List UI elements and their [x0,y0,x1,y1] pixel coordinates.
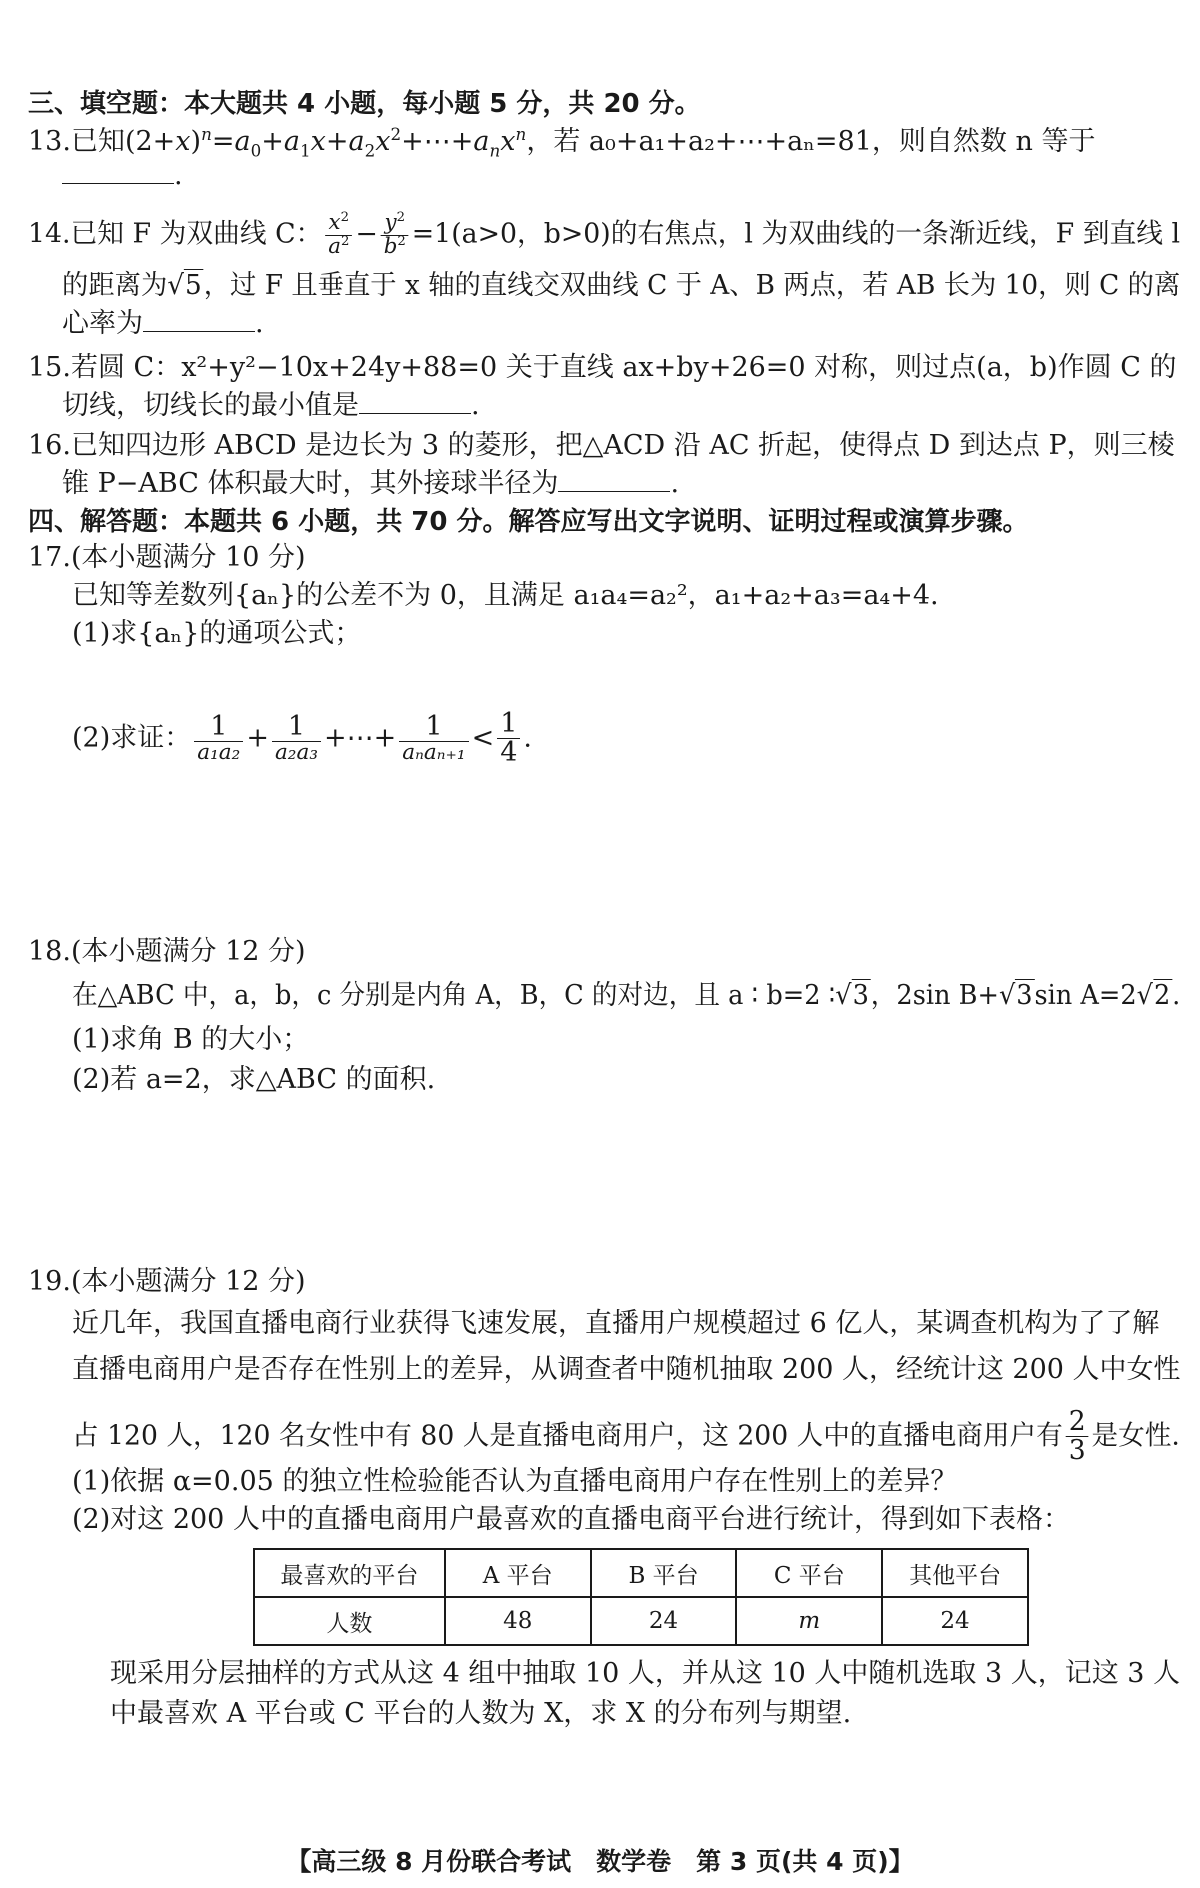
table-header-row [254,1549,1028,1597]
question-19-points: (本小题满分 12 分) [70,1266,306,1297]
question-15-blank[interactable] [359,391,471,414]
page-footer: 【高三级 8 月份联合考试 数学卷 第 3 页(共 4 页)】 [286,1847,914,1876]
sqrt-5: 5 [185,270,202,301]
table-cell: 24 [591,1597,737,1645]
question-14-line-2: 的距离为√5，过 F 且垂直于 x 轴的直线交双曲线 C 于 A、B 两点，若 AB 长为 10，则 C 的离 [62,270,1181,301]
question-19-part-1: (1)依据 α=0.05 的独立性检验能否认为直播电商用户存在性别上的差异？ [72,1466,958,1497]
question-19-line-3: 占 120 人，120 名女性中有 80 人是直播电商用户，这 200 人中的直播电商用户有 $\frac{2}{3}$ 是女性. [72,1406,1180,1467]
question-14-text-b: =1(a>0，b>0)的右焦点，l 为双曲线的一条渐近线，F 到直线 l [411,218,1181,250]
question-16-line-2: 锥 P−ABC 体积最大时，其外接球半径为 . [62,468,680,499]
table-header-cell: A 平台 [445,1549,591,1597]
question-15-line-2: 切线，切线长的最小值是 . [62,390,480,421]
question-14-text-e: 心率为 [62,308,143,339]
question-14-blank[interactable] [143,309,255,332]
table-header-cell: C 平台 [736,1549,882,1597]
fraction-1-a2a3: $\frac{1}{\text{a₂a₃}}$ [272,713,321,765]
question-13-line-1 [28,124,1095,160]
question-19-line-1: 近几年，我国直播电商行业获得飞速发展，直播用户规模超过 6 亿人，某调查机构为了了解 [72,1308,1160,1339]
question-19-number: 19. [28,1266,71,1297]
fraction-1-4: $\frac{1}{4}$ [497,710,520,768]
question-14-number: 14. [28,218,71,250]
table-cell: 24 [882,1597,1028,1645]
question-14-text-d: ，过 F 且垂直于 x 轴的直线交双曲线 C 于 A、B 两点，若 AB 长为 10，则 C 的离 [203,270,1181,301]
question-18-condition: 在△ABC 中，a，b，c 分别是内角 A，B，C 的对边，且 a ∶ b=2 ∶√3，2sin B+√3sin A=2√2. [72,980,1181,1011]
fraction-x2-a2: $\frac{x^2}{a^2}$ [325,212,352,258]
table-cell: m [736,1597,882,1645]
question-17-number: 17. [28,542,71,573]
question-16-text-b: 锥 P−ABC 体积最大时，其外接球半径为 [62,468,559,499]
question-13-blank[interactable] [62,161,174,184]
fraction-1-a1a2: $\frac{1}{\text{a₁a₂}}$ [194,713,243,765]
fraction-2-3: $\frac{2}{3}$ [1066,1408,1089,1466]
question-16-blank[interactable] [558,469,670,492]
question-17-part-2: (2)求证： $\frac{1}{\text{a₁a₂}}$ + $\frac{1}{\text{a₂a₃}}$ +⋯+ $\frac{1}{\text{aₙaₙ₊₁}}$ < $\frac{1}{4}$ . [72,708,532,769]
table-header-cell: 最喜欢的平台 [254,1549,445,1597]
question-16-text-a: 已知四边形 ABCD 是边长为 3 的菱形，把△ACD 沿 AC 折起，使得点 D 到达点 P，则三棱 [70,430,1175,461]
question-15-text-b: 切线，切线长的最小值是 [62,390,359,421]
table-cell: 人数 [254,1597,445,1645]
platform-table [253,1548,1029,1646]
question-19-header [28,1264,306,1300]
section-4-heading: 四、解答题：本题共 6 小题，共 70 分。解答应写出文字说明、证明过程或演算步骤。 [28,507,1029,537]
question-13-answer-line: . [62,158,183,194]
question-18-points: (本小题满分 12 分) [70,936,306,967]
fraction-y2-b2: $\frac{y^2}{b^2}$ [381,212,409,258]
sqrt-2: 2 [1153,980,1171,1011]
fraction-1-anan1: $\frac{1}{\text{aₙaₙ₊₁}}$ [399,713,468,765]
question-17-part-2-label: (2)求证： [72,722,192,754]
question-14-text-c: 的距离为 [62,270,168,301]
question-15-text-a: 若圆 C：x²+y²−10x+24y+88=0 关于直线 ax+by+26=0 对称，则过点(a，b)作圆 C 的 [70,352,1177,383]
question-19-line-2: 直播电商用户是否存在性别上的差异，从调查者中随机抽取 200 人，经统计这 200 人中女性 [72,1354,1181,1385]
table-header-cell: B 平台 [591,1549,737,1597]
table-header-cell: 其他平台 [882,1549,1028,1597]
question-17-header [28,540,306,576]
question-15-number: 15. [28,352,71,383]
question-16-number: 16. [28,430,71,461]
table-row [254,1597,1028,1645]
question-17-condition: 已知等差数列{aₙ}的公差不为 0，且满足 a₁a₄=a₂²，a₁+a₂+a₃=a₄+4. [72,580,939,611]
sqrt-3-a: 3 [852,980,869,1011]
question-19-after-table-2: 中最喜欢 A 平台或 C 平台的人数为 X，求 X 的分布列与期望. [110,1698,852,1729]
question-18-part-1: (1)求角 B 的大小； [72,1024,310,1055]
question-14-line-1: 14.已知 F 为双曲线 C： $\frac{x^2}{a^2}$ − $\frac{y^2}{b^2}$ =1(a>0，b>0)的右焦点，l 为双曲线的一条渐近线，F 到直线 l [28,209,1181,259]
question-18-part-2: (2)若 a=2，求△ABC 的面积. [72,1064,436,1095]
question-14-line-3: 心率为 . [62,308,264,339]
table-cell: 48 [445,1597,591,1645]
question-13-text: 若 a₀+a₁+a₂+⋯+aₙ=81，则自然数 n 等于 [553,126,1096,157]
question-18-header [28,934,306,970]
question-18-number: 18. [28,936,71,967]
question-16-line-1 [28,428,1175,464]
question-19-after-table-1: 现采用分层抽样的方式从这 4 组中抽取 10 人，并从这 10 人中随机选取 3 人，记这 3 人 [110,1658,1181,1689]
section-3-heading: 三、填空题：本大题共 4 小题，每小题 5 分，共 20 分。 [28,89,701,119]
question-13-expansion: 已知$(2+x)^n=a_0+a_1x+a_2x^2+\cdots+a_nx^n$， [70,124,554,161]
question-19-part-2: (2)对这 200 人中的直播电商用户最喜欢的直播电商平台进行统计，得到如下表格： [72,1504,1070,1535]
question-13-number: 13. [28,126,71,157]
question-17-points: (本小题满分 10 分) [70,542,306,573]
question-17-part-1: (1)求{aₙ}的通项公式； [72,618,362,649]
question-15-line-1 [28,350,1176,386]
question-14-text-a: 已知 F 为双曲线 C： [70,218,323,250]
sqrt-3-b: 3 [1016,980,1033,1011]
